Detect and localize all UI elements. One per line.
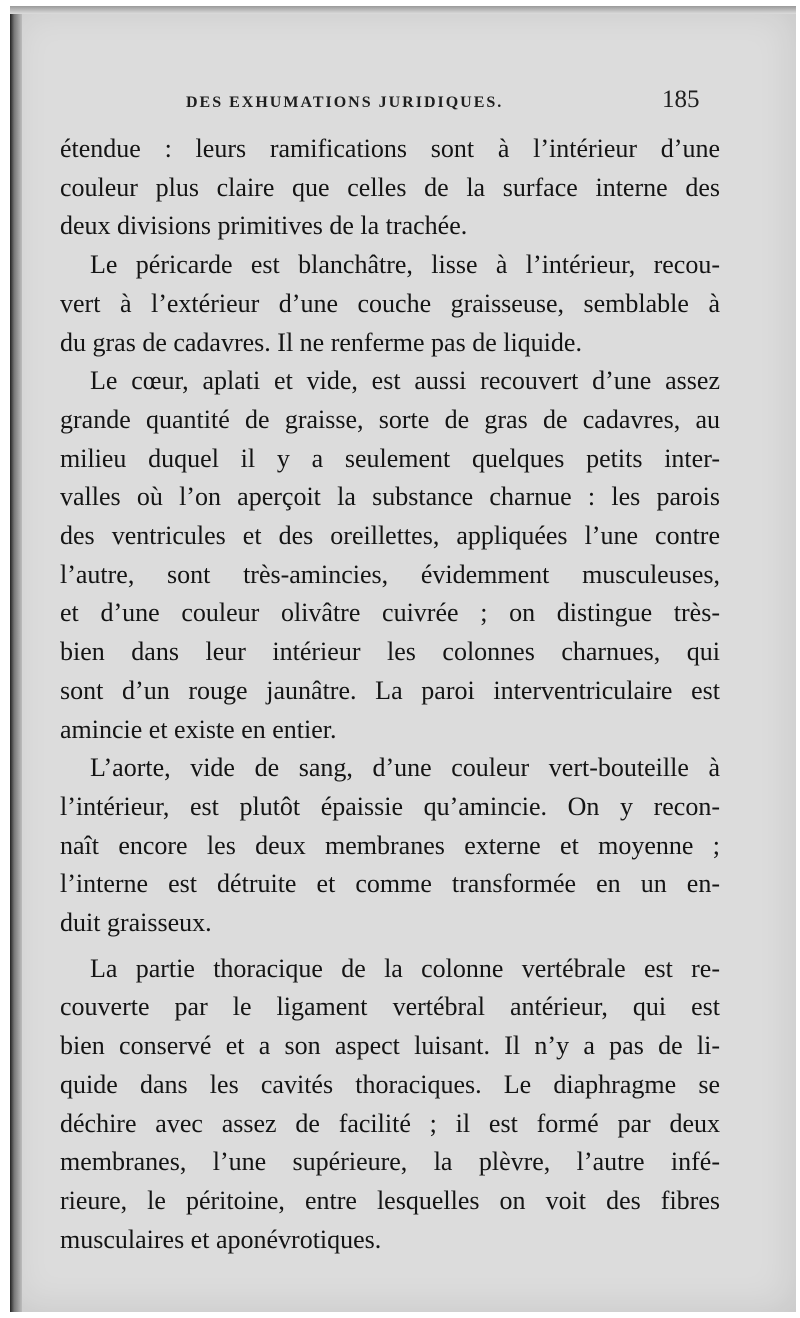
page-top-edge xyxy=(10,6,796,14)
text-line: naît encore les deux membranes externe et moyenne ; xyxy=(60,830,720,860)
text-line: L’aorte, vide de sang, d’une couleur vert-bouteille à xyxy=(90,753,720,783)
text-line: deux divisions primitives de la trachée. xyxy=(60,211,468,241)
text-line: rieure, le péritoine, entre lesquelles on voit des fibres xyxy=(60,1185,720,1215)
running-head: DES EXHUMATIONS JURIDIQUES. xyxy=(186,94,504,111)
text-line: quide dans les cavités thoraciques. Le diaphragme se xyxy=(60,1069,720,1099)
text-line: des ventricules et des oreillettes, appliquées l’une contre xyxy=(60,521,720,551)
book-page xyxy=(10,6,796,1312)
text-line: milieu duquel il y a seulement quelques petits inter- xyxy=(60,443,720,473)
text-line: La partie thoracique de la colonne vertébrale est re- xyxy=(90,953,720,983)
text-line: amincie et existe en entier. xyxy=(60,714,337,744)
text-line: couverte par le ligament vertébral antérieur, qui est xyxy=(60,992,720,1022)
text-line: Le péricarde est blanchâtre, lisse à l’intérieur, recou- xyxy=(90,250,720,280)
text-line: musculaires et aponévrotiques. xyxy=(60,1224,382,1254)
text-line: membranes, l’une supérieure, la plèvre, l’autre infé- xyxy=(60,1147,720,1177)
text-line: bien dans leur intérieur les colonnes charnues, qui xyxy=(60,637,720,667)
text-line: bien conservé et a son aspect luisant. Il n’y a pas de li- xyxy=(60,1031,720,1061)
text-line: Le cœur, aplati et vide, est aussi recouvert d’une assez xyxy=(90,366,720,396)
text-line: et d’une couleur olivâtre cuivrée ; on distingue très- xyxy=(60,598,720,628)
text-line: duit graisseux. xyxy=(60,908,212,938)
body-text xyxy=(60,130,720,1259)
text-line: vert à l’extérieur d’une couche graisseuse, semblable à xyxy=(60,288,720,318)
page-edge-shadow xyxy=(10,6,22,1312)
text-line: valles où l’on aperçoit la substance charnue : les parois xyxy=(60,482,720,512)
text-line: l’intérieur, est plutôt épaissie qu’amincie. On y recon- xyxy=(60,791,720,821)
text-line: grande quantité de graisse, sorte de gras de cadavres, au xyxy=(60,404,720,434)
page-header xyxy=(10,84,796,124)
text-line: sont d’un rouge jaunâtre. La paroi interventriculaire est xyxy=(60,675,720,705)
text-line: déchire avec assez de facilité ; il est formé par deux xyxy=(60,1108,720,1138)
text-line: l’interne est détruite et comme transformée en un en- xyxy=(60,869,720,899)
text-line: l’autre, sont très-amincies, évidemment musculeuses, xyxy=(60,559,720,589)
text-line: couleur plus claire que celles de la surface interne des xyxy=(60,172,720,202)
text-line: étendue : leurs ramifications sont à l’intérieur d’une xyxy=(60,134,720,163)
text-line: du gras de cadavres. Il ne renferme pas de liquide. xyxy=(60,327,582,357)
page-number: 185 xyxy=(662,86,700,113)
